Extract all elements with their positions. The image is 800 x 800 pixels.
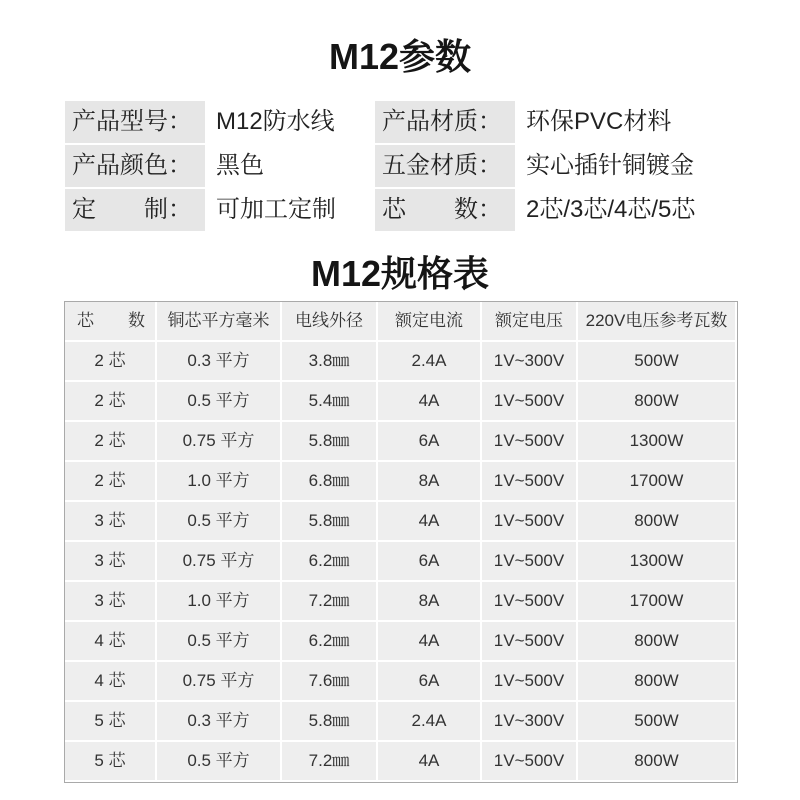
table-cell-voltage: 1V~500V xyxy=(482,542,578,582)
table-cell-diameter: 5.8㎜ xyxy=(282,502,378,542)
param-value-cores: 2芯/3芯/4芯/5芯 xyxy=(526,196,696,223)
param-label-custom: 定 制： xyxy=(65,189,205,231)
table-cell-cores: 3 芯 xyxy=(65,502,157,542)
table-cell-cross-section: 0.3 平方 xyxy=(157,342,282,382)
table-cell-cores: 2 芯 xyxy=(65,422,157,462)
table-cell-cross-section: 0.75 平方 xyxy=(157,542,282,582)
table-cell-diameter: 5.8㎜ xyxy=(282,702,378,742)
table-title: M12规格表 xyxy=(310,253,490,294)
table-cell-diameter: 6.2㎜ xyxy=(282,542,378,582)
table-cell-voltage: 1V~500V xyxy=(482,422,578,462)
param-label-color: 产品颜色： xyxy=(65,145,205,187)
table-cell-cores: 3 芯 xyxy=(65,542,157,582)
spec-table xyxy=(64,301,738,783)
param-label-hardware: 五金材质： xyxy=(375,145,515,187)
table-cell-cores: 5 芯 xyxy=(65,742,157,782)
table-cell-diameter: 6.2㎜ xyxy=(282,622,378,662)
table-cell-cores: 2 芯 xyxy=(65,382,157,422)
param-label-material: 产品材质： xyxy=(375,101,515,143)
param-value-color: 黑色 xyxy=(216,152,264,179)
table-cell-cross-section: 0.5 平方 xyxy=(157,382,282,422)
table-cell-current: 4A xyxy=(378,742,482,782)
table-cell-voltage: 1V~500V xyxy=(482,582,578,622)
table-cell-voltage: 1V~500V xyxy=(482,742,578,782)
header-cell-diameter: 电线外径 xyxy=(282,302,378,342)
table-cell-voltage: 1V~500V xyxy=(482,382,578,422)
table-cell-voltage: 1V~300V xyxy=(482,342,578,382)
table-cell-wattage: 800W xyxy=(578,742,737,782)
table-cell-wattage: 1700W xyxy=(578,582,737,622)
table-cell-voltage: 1V~500V xyxy=(482,662,578,702)
table-cell-cores: 5 芯 xyxy=(65,702,157,742)
table-cell-current: 2.4A xyxy=(378,342,482,382)
table-cell-current: 6A xyxy=(378,662,482,702)
table-cell-cross-section: 0.5 平方 xyxy=(157,622,282,662)
table-cell-cross-section: 1.0 平方 xyxy=(157,582,282,622)
table-cell-current: 6A xyxy=(378,422,482,462)
param-label-model: 产品型号： xyxy=(65,101,205,143)
table-cell-current: 4A xyxy=(378,382,482,422)
table-cell-cross-section: 0.75 平方 xyxy=(157,422,282,462)
table-cell-current: 4A xyxy=(378,502,482,542)
table-cell-wattage: 1300W xyxy=(578,542,737,582)
table-cell-diameter: 7.2㎜ xyxy=(282,582,378,622)
table-cell-current: 6A xyxy=(378,542,482,582)
table-cell-wattage: 800W xyxy=(578,622,737,662)
page-title: M12参数 xyxy=(328,36,472,77)
table-cell-cross-section: 0.3 平方 xyxy=(157,702,282,742)
header-cell-current: 额定电流 xyxy=(378,302,482,342)
spec-table-grid xyxy=(65,302,737,782)
param-value-hardware: 实心插针铜镀金 xyxy=(526,152,694,179)
table-cell-diameter: 7.6㎜ xyxy=(282,662,378,702)
header-cell-voltage: 额定电压 xyxy=(482,302,578,342)
table-cell-voltage: 1V~500V xyxy=(482,502,578,542)
table-cell-cores: 3 芯 xyxy=(65,582,157,622)
table-cell-cores: 2 芯 xyxy=(65,462,157,502)
table-cell-wattage: 1300W xyxy=(578,422,737,462)
table-cell-voltage: 1V~500V xyxy=(482,622,578,662)
table-cell-diameter: 5.8㎜ xyxy=(282,422,378,462)
table-cell-wattage: 800W xyxy=(578,382,737,422)
table-cell-wattage: 500W xyxy=(578,342,737,382)
table-cell-current: 8A xyxy=(378,582,482,622)
table-cell-voltage: 1V~500V xyxy=(482,462,578,502)
table-cell-diameter: 3.8㎜ xyxy=(282,342,378,382)
table-cell-cores: 4 芯 xyxy=(65,662,157,702)
param-label-cores: 芯 数： xyxy=(375,189,515,231)
param-grid xyxy=(65,101,745,233)
table-cell-cores: 2 芯 xyxy=(65,342,157,382)
table-cell-wattage: 800W xyxy=(578,662,737,702)
table-cell-cross-section: 0.5 平方 xyxy=(157,742,282,782)
table-cell-voltage: 1V~300V xyxy=(482,702,578,742)
param-row xyxy=(65,101,745,143)
table-cell-current: 4A xyxy=(378,622,482,662)
table-cell-cross-section: 0.5 平方 xyxy=(157,502,282,542)
table-cell-diameter: 7.2㎜ xyxy=(282,742,378,782)
param-row xyxy=(65,145,745,187)
header-cell-cores: 芯 数 xyxy=(65,302,157,342)
table-cell-current: 8A xyxy=(378,462,482,502)
header-cell-cross-section: 铜芯平方毫米 xyxy=(157,302,282,342)
header-cell-wattage: 220V电压参考瓦数 xyxy=(578,302,737,342)
table-cell-wattage: 500W xyxy=(578,702,737,742)
table-cell-diameter: 6.8㎜ xyxy=(282,462,378,502)
table-cell-wattage: 800W xyxy=(578,502,737,542)
param-row xyxy=(65,189,745,231)
table-cell-wattage: 1700W xyxy=(578,462,737,502)
param-value-custom: 可加工定制 xyxy=(216,196,336,223)
table-cell-cross-section: 1.0 平方 xyxy=(157,462,282,502)
table-cell-cores: 4 芯 xyxy=(65,622,157,662)
table-cell-cross-section: 0.75 平方 xyxy=(157,662,282,702)
table-cell-diameter: 5.4㎜ xyxy=(282,382,378,422)
table-cell-current: 2.4A xyxy=(378,702,482,742)
param-value-material: 环保PVC材料 xyxy=(526,108,672,135)
param-value-model: M12防水线 xyxy=(216,108,335,135)
